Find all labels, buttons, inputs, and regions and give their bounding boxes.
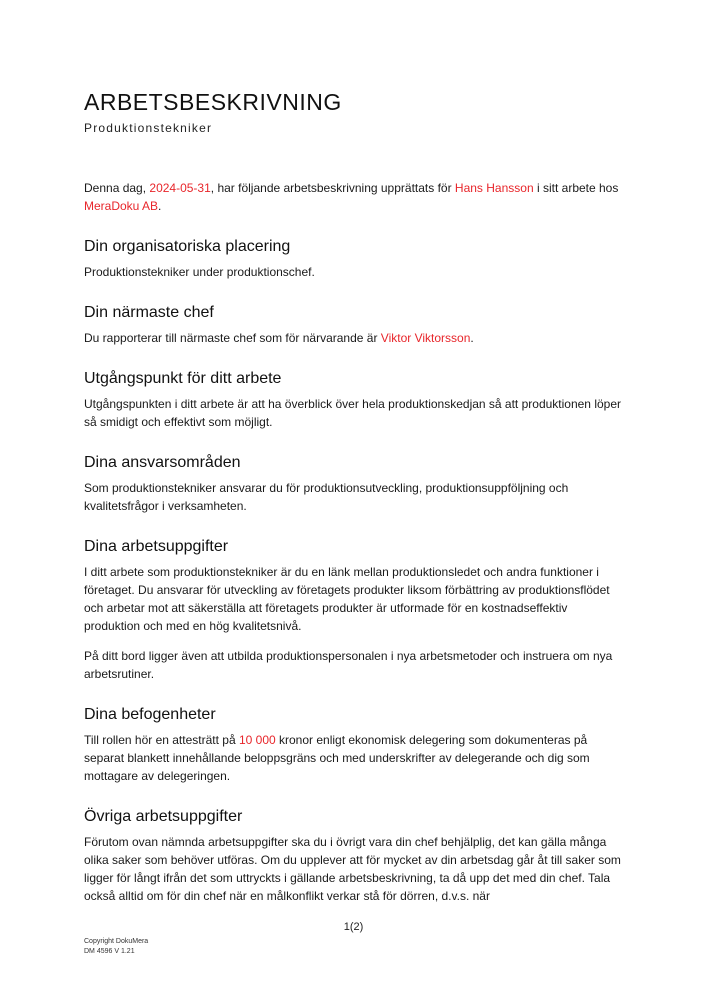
section-other-tasks	[84, 807, 624, 905]
footer-version: DM 4596 V 1.21	[84, 948, 135, 955]
manager-name: Viktor Viktorsson	[380, 331, 471, 345]
document-title: ARBETSBESKRIVNING	[84, 89, 342, 115]
responsibilities-text: Som produktionstekniker ansvarar du för produktionsutveckling, produktionsuppföljning och kvalitetsfrågor i verksamheten.	[84, 481, 569, 513]
other-tasks-text: Förutom ovan nämnda arbetsuppgifter ska du i övrigt vara din chef behjälplig, det kan gälla många olika saker som behöver utföras. Om du upplever att för mycket av din arbetsdag går åt till saker som ligger för långt ifrån det som uttryckts i gällande arbetsbeskrivning, ta då upp det med din chef. Tala också alltid om för din chef när en målkonflikt verkar stå för dörren, d.v.s. när	[84, 835, 621, 903]
section-heading: Din närmaste chef	[84, 304, 214, 321]
starting-point-text: Utgångspunkten i ditt arbete är att ha överblick över hela produktionskedjan så att produktionen löper så smidigt och effektivt som möjligt.	[84, 397, 621, 429]
intro-text: i sitt arbete hos	[533, 181, 619, 195]
section-placement	[84, 237, 624, 281]
intro-text: .	[158, 199, 162, 213]
authority-amount: 10 000	[238, 733, 276, 747]
authority-text: kronor enligt ekonomisk delegering som dokumenteras på separat blankett innehållande beloppsgräns och med underskrifter av delegerande och dig som mottagare av delegeringen.	[84, 733, 590, 783]
tasks-paragraph-1: I ditt arbete som produktionstekniker är du en länk mellan produktionsledet och andra funktioner i företaget. Du ansvarar för utveckling av företagets produkter liksom förbättring av produktionsflödet och arbetar mot att säkerställa att företagets produkter är utformade för en kostnadseffektiv produktion och med en hög kvalitetsnivå.	[84, 565, 610, 633]
intro-text: Denna dag,	[84, 181, 150, 195]
page-number: 1(2)	[343, 921, 364, 933]
authority-paragraph	[84, 731, 624, 785]
section-authority	[84, 705, 624, 785]
section-starting-point	[84, 369, 624, 431]
section-heading: Utgångspunkt för ditt arbete	[84, 370, 282, 387]
section-heading: Dina befogenheter	[84, 706, 216, 723]
manager-paragraph	[84, 329, 624, 347]
document-page	[84, 88, 624, 905]
intro-employee-name: Hans Hansson	[454, 181, 534, 195]
placement-text: Produktionstekniker under produktionschef.	[84, 265, 315, 279]
section-responsibilities	[84, 453, 624, 515]
footer-copyright: Copyright DokuMera	[84, 938, 149, 945]
section-heading: Dina ansvarsområden	[84, 454, 241, 471]
authority-text: Till rollen hör en attesträtt på	[84, 733, 239, 747]
intro-paragraph	[84, 179, 624, 215]
intro-date: 2024-05-31	[149, 181, 211, 195]
document-subtitle: Produktionstekniker	[84, 121, 213, 135]
tasks-paragraph-2: På ditt bord ligger även att utbilda produktionspersonalen i nya arbetsmetoder och instruera om nya arbetsrutiner.	[84, 649, 613, 681]
section-manager	[84, 303, 624, 347]
manager-text: Du rapporterar till närmaste chef som för närvarande är	[84, 331, 381, 345]
section-heading: Övriga arbetsuppgifter	[84, 808, 243, 825]
section-heading: Dina arbetsuppgifter	[84, 538, 229, 555]
section-heading: Din organisatoriska placering	[84, 238, 291, 255]
intro-company-name: MeraDoku AB	[84, 199, 159, 213]
section-tasks	[84, 537, 624, 683]
manager-text: .	[470, 331, 474, 345]
intro-text: , har följande arbetsbeskrivning upprättats för	[210, 181, 455, 195]
footer	[84, 937, 148, 957]
